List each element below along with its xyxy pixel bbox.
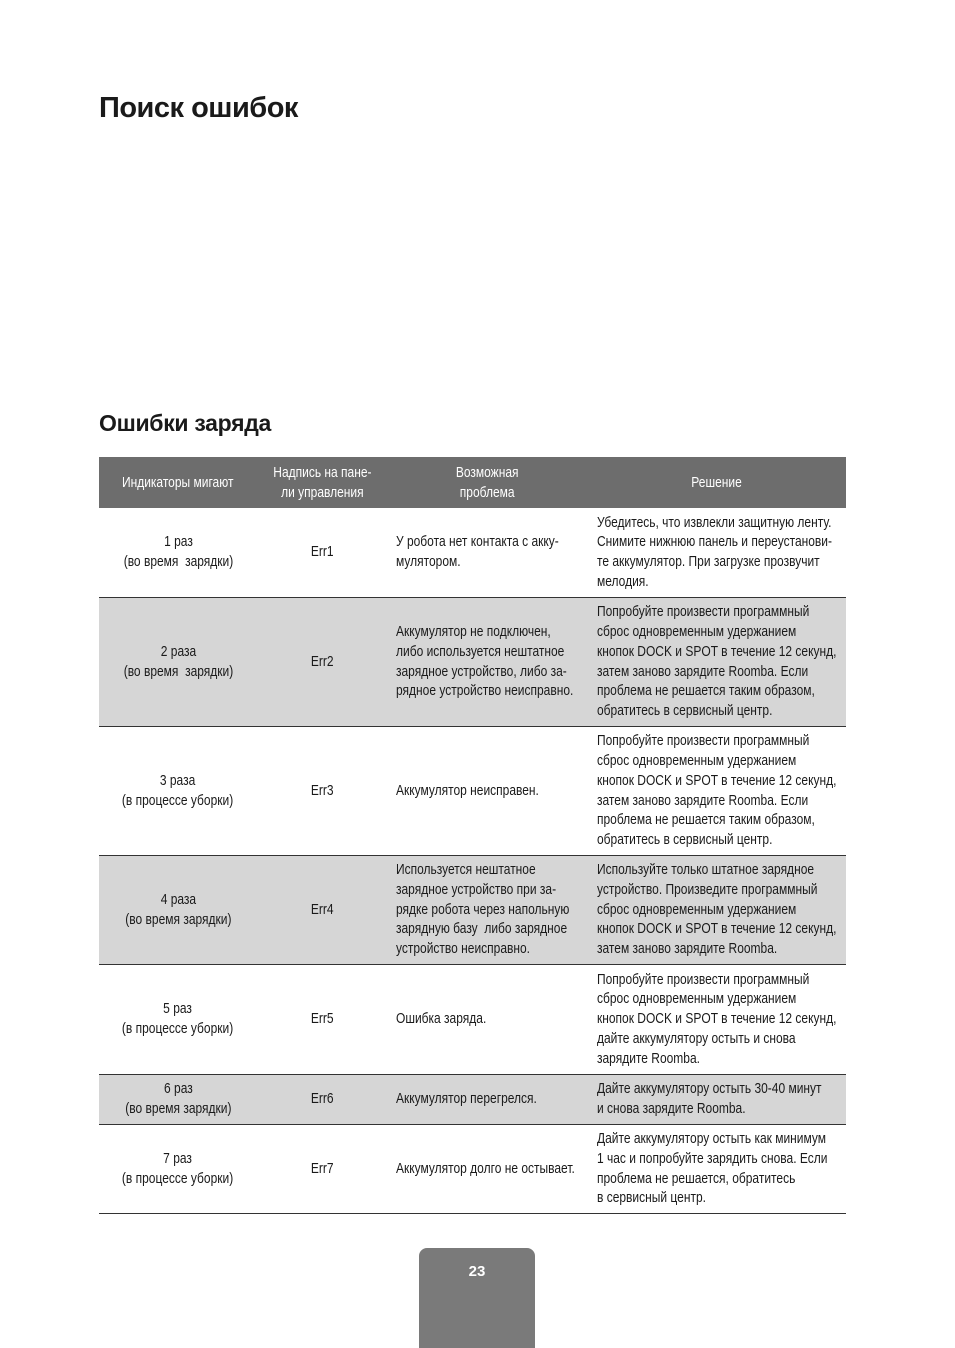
table-header-row — [99, 457, 846, 508]
page-number-tab — [419, 1248, 535, 1348]
cell-code — [257, 508, 387, 597]
section-title: Ошибки заряда — [99, 410, 272, 436]
cell-blinks-text: 2 раза (во время зарядки) — [123, 642, 233, 680]
cell-problem-text: У робота нет контакта с акку- мулятором. — [396, 533, 559, 571]
table-row — [99, 855, 846, 964]
cell-blinks — [99, 855, 257, 964]
cell-problem-text: Аккумулятор перегрелся. — [396, 1090, 537, 1108]
cell-solution-text: Убедитесь, что извлекли защитную ленту. Снимите нижнюю панель и переустанови- те аккумулятор. При загрузке прозвучит мелодия. — [597, 513, 832, 591]
cell-problem-text: Используется нештатное зарядное устройство при за- рядке робота через напольную зарядную базу либо зарядное устройство неисправно. — [396, 861, 570, 958]
header-panel-display: Надпись на пане- ли управления — [257, 457, 387, 508]
cell-problem — [387, 855, 588, 964]
cell-blinks-text: 7 раз (в процессе уборки) — [122, 1149, 234, 1187]
header-problem: Возможная проблема — [387, 457, 588, 508]
cell-blinks-text: 5 раз (в процессе уборки) — [122, 1000, 234, 1037]
cell-solution — [588, 964, 846, 1074]
page-title: Поиск ошибок — [99, 92, 298, 124]
cell-code — [257, 726, 387, 855]
cell-solution-text: Дайте аккумулятору остыть как минимум 1 час и попробуйте зарядить снова. Если проблема не решается, обратитесь в сервисный центр. — [597, 1129, 828, 1207]
cell-blinks-text: 1 раз (во время зарядки) — [123, 533, 233, 571]
cell-blinks — [99, 508, 257, 597]
cell-code-text: Err6 — [310, 1090, 334, 1108]
cell-problem — [387, 597, 588, 726]
cell-code-text: Err4 — [310, 900, 334, 918]
table-row — [99, 508, 846, 597]
cell-problem — [387, 1124, 588, 1213]
table-row — [99, 1124, 846, 1213]
cell-solution-text: Попробуйте произвести программный сброс одновременным удержанием кнопок DOCK и SPOT в течение 12 секунд, затем заново зарядите Roomba. Если проблема не решается таким образом, обратитесь в сервисный центр. — [597, 603, 837, 720]
table-row — [99, 597, 846, 726]
cell-problem-text: Ошибка заряда. — [396, 1010, 487, 1028]
cell-solution — [588, 1074, 846, 1124]
cell-blinks-text: 6 раз (во время зарядки) — [124, 1080, 232, 1117]
cell-code-text: Err2 — [310, 652, 334, 670]
cell-problem-text: Аккумулятор неисправен. — [396, 781, 539, 799]
cell-solution-text: Используйте только штатное зарядное устройство. Произведите программный сброс одновременным удержанием кнопок DOCK и SPOT в течение 12 секунд, затем заново зарядите Roomba. — [597, 861, 837, 958]
cell-blinks — [99, 1124, 257, 1213]
cell-solution-text: Попробуйте произвести программный сброс одновременным удержанием кнопок DOCK и SPOT в течение 12 секунд, дайте аккумулятору остыть и снова зарядите Roomba. — [597, 970, 837, 1067]
cell-problem — [387, 964, 588, 1074]
table-row — [99, 1074, 846, 1124]
cell-solution-text: Попробуйте произвести программный сброс одновременным удержанием кнопок DOCK и SPOT в течение 12 секунд, затем заново зарядите Roomba. Если проблема не решается таким образом, обратитесь в сервисный центр. — [597, 732, 837, 849]
cell-code — [257, 1124, 387, 1213]
cell-code-text: Err5 — [310, 1010, 334, 1028]
cell-solution — [588, 855, 846, 964]
cell-problem-text: Аккумулятор не подключен, либо используется нештатное зарядное устройство, либо за- рядное устройство неисправно. — [396, 622, 574, 700]
cell-code-text: Err1 — [310, 543, 334, 561]
cell-blinks — [99, 597, 257, 726]
cell-solution — [588, 1124, 846, 1213]
cell-problem — [387, 726, 588, 855]
cell-code — [257, 597, 387, 726]
cell-blinks-text: 3 раза (в процессе уборки) — [122, 771, 234, 809]
cell-problem — [387, 508, 588, 597]
cell-code-text: Err7 — [310, 1159, 334, 1177]
cell-problem — [387, 1074, 588, 1124]
table-row — [99, 964, 846, 1074]
cell-blinks — [99, 964, 257, 1074]
cell-solution — [588, 597, 846, 726]
cell-solution-text: Дайте аккумулятору остыть 30-40 минут и снова зарядите Roomba. — [597, 1080, 822, 1117]
cell-solution — [588, 508, 846, 597]
cell-code — [257, 855, 387, 964]
cell-solution — [588, 726, 846, 855]
cell-problem-text: Аккумулятор долго не остывает. — [396, 1159, 575, 1177]
header-indicators: Индикаторы мигают — [99, 457, 257, 508]
cell-code-text: Err3 — [310, 781, 334, 799]
charging-errors-table — [99, 457, 846, 1214]
header-solution: Решение — [588, 457, 846, 508]
cell-blinks — [99, 726, 257, 855]
cell-blinks — [99, 1074, 257, 1124]
cell-code — [257, 964, 387, 1074]
cell-code — [257, 1074, 387, 1124]
page-number: 23 — [468, 1263, 486, 1280]
cell-blinks-text: 4 раза (во время зарядки) — [124, 890, 232, 928]
table-row — [99, 726, 846, 855]
